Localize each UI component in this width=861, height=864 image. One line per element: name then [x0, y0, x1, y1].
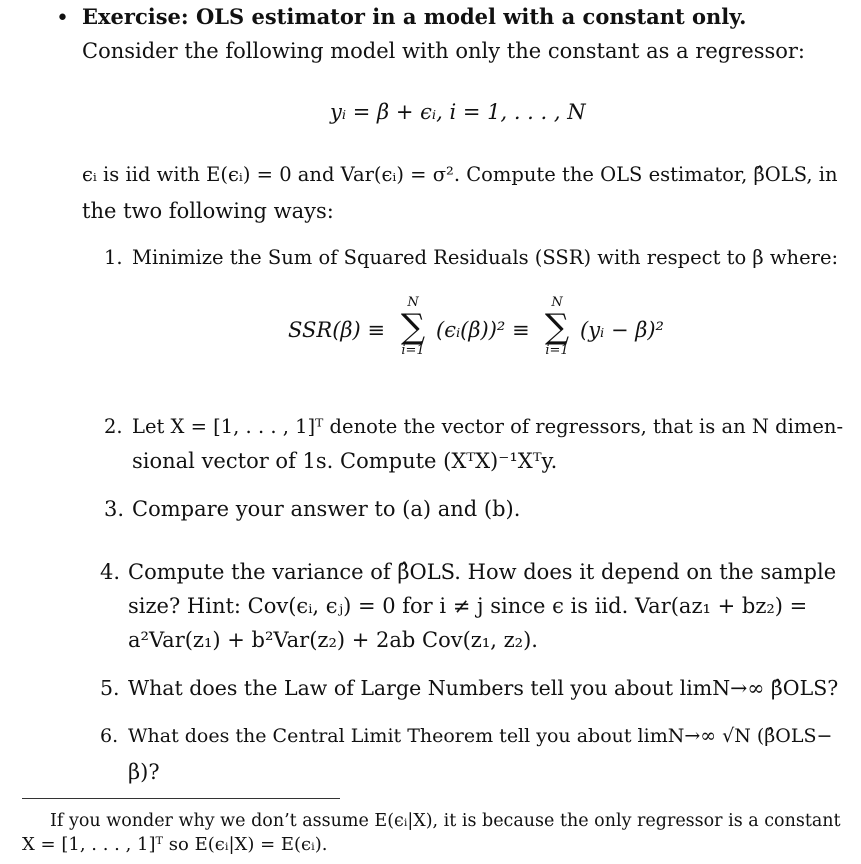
list-item-4-cont-2: a²Var(z₁) + b²Var(z₂) + 2ab Cov(z₁, z₂).: [128, 628, 538, 652]
list-item-4-cont-1: size? Hint: Cov(ϵᵢ, ϵⱼ) = 0 for i ≠ j since ϵ is iid. Var(az₁ + bz₂) =: [128, 594, 808, 618]
list-item-1: [104, 245, 838, 271]
sum-symbol-1: N ∑ i=1: [400, 295, 426, 358]
ssr-term-1: (ϵᵢ(β))² ≡: [436, 318, 530, 342]
footnote-rule: [22, 798, 340, 799]
ssr-lhs: SSR(β) ≡: [288, 318, 386, 342]
item-text: What does the Law of Large Numbers tell you about limN→∞ β̂OLS?: [128, 676, 839, 700]
list-item-5: [100, 675, 838, 701]
list-item-6-cont: β)?: [128, 760, 160, 784]
bullet: •: [56, 6, 69, 31]
assumption-line-1: ϵᵢ is iid with E(ϵᵢ) = 0 and Var(ϵᵢ) = σ². Compute the OLS estimator, β̂OLS, in: [82, 163, 838, 186]
footnote-line-1: If you wonder why we don’t assume E(ϵᵢ|X), it is because the only regressor is a constant: [50, 811, 841, 831]
item-text: Compute the variance of β̂OLS. How does it depend on the sample: [128, 560, 837, 584]
ssr-term-2: (yᵢ − β)²: [580, 318, 664, 342]
item-text: What does the Central Limit Theorem tell you about limN→∞ √N (β̂OLS−: [128, 725, 833, 747]
list-item-4: [100, 559, 836, 585]
list-item-3: [104, 496, 520, 522]
item-number: 6.: [100, 725, 119, 747]
item-text: Let X = [1, . . . , 1]ᵀ denote the vector of regressors, that is an N dimen-: [132, 415, 844, 438]
item-text: Minimize the Sum of Squared Residuals (SSR) with respect to β where:: [132, 246, 839, 269]
intro-text: Consider the following model with only the constant as a regressor:: [82, 39, 806, 63]
item-number: 3.: [104, 497, 125, 521]
model-equation: yᵢ = β + ϵᵢ, i = 1, . . . , N: [330, 100, 586, 124]
list-item-2-cont: sional vector of 1s. Compute (XᵀX)⁻¹Xᵀy.: [132, 449, 558, 473]
item-text: Compare your answer to (a) and (b).: [132, 497, 521, 521]
list-item-6: [100, 723, 832, 749]
item-number: 1.: [104, 246, 123, 269]
footnote-line-2: X = [1, . . . , 1]ᵀ so E(ϵᵢ|X) = E(ϵᵢ).: [22, 834, 328, 855]
assumption-line-2: the two following ways:: [82, 199, 334, 223]
list-item-2: [104, 414, 843, 440]
exercise-title: Exercise: OLS estimator in a model with a constant only.: [82, 4, 747, 29]
sum-symbol-2: N ∑ i=1: [544, 295, 570, 358]
item-number: 4.: [100, 560, 121, 584]
item-number: 2.: [104, 415, 123, 438]
item-number: 5.: [100, 676, 120, 700]
